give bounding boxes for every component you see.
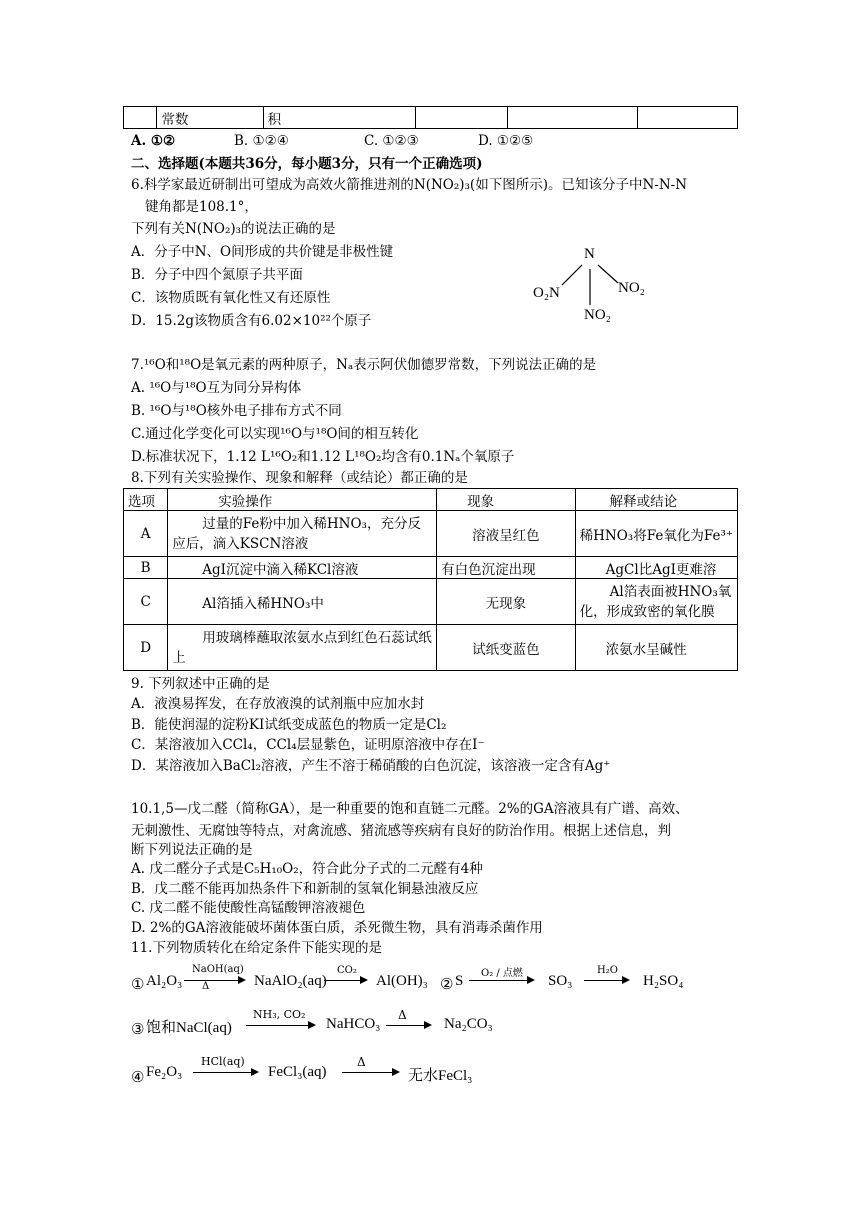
table-cell: AgCl比AgI更难溶 [575,557,737,579]
structure-bonds [540,255,650,315]
table-header: 实验操作 [168,489,437,511]
intermediate: NaHCO₃ [326,1016,381,1032]
q11-stem: 11.下列物质转化在给定条件下能实现的是 [131,940,382,956]
q6-option-c: C．该物质既有氧化性又有还原性 [131,290,331,306]
table-cell: B [124,557,168,579]
reactant: Fe₂O₃ [146,1064,183,1080]
table-header: 现象 [437,489,576,511]
reaction-number: ① [131,977,145,993]
arrow-icon [184,980,244,981]
condition-top: O₂ / 点燃 [481,968,523,979]
top-table-fragment [123,106,738,129]
table-header: 解释或结论 [575,489,737,511]
q6-stem-line3: 下列有关N(NO₂)₃的说法正确的是 [131,221,336,237]
table-header-row [124,489,738,511]
table-cell: 积 [263,107,416,129]
q10-option-c: C. 戊二醛不能使酸性高锰酸钾溶液褪色 [131,900,366,916]
arrow-icon [193,1072,257,1073]
table-cell: Al箔插入稀HNO₃中 [168,579,437,625]
table-cell: 过量的Fe粉中加入稀HNO₃，充分反应后，滴入KSCN溶液 [168,511,437,557]
q5-option-c: C. ①②③ [364,133,419,149]
q8-table [123,488,738,671]
q10-option-b: B．戊二醛不能再加热条件下和新制的氢氧化铜悬浊液反应 [131,881,479,897]
table-cell: C [124,579,168,625]
q9-option-b: B．能使润湿的淀粉KI试纸变成蓝色的物质一定是Cl₂ [131,717,447,733]
q6-stem-line1: 6.科学家最近研制出可望成为高效火箭推进剂的N(NO₂)₃(如下图所示)。已知该分子中N-N-N [131,177,688,193]
table-header: 选项 [124,489,168,511]
product: 无水FeCl₃ [408,1068,473,1084]
table-cell [416,107,508,129]
q9-option-a: A．液溴易挥发，在存放液溴的试剂瓶中应加水封 [131,696,425,712]
condition-top: Δ [398,1008,407,1022]
product: H₂SO₄ [643,973,684,989]
q5-option-b: B. ①②④ [234,133,289,149]
condition-top: Δ [357,1055,366,1069]
intermediate: SO₃ [548,973,573,989]
table-row [124,511,738,557]
arrow-icon [324,980,366,981]
table-cell: A [124,511,168,557]
reactant: Al₂O₃ [146,973,183,989]
arrow-icon [342,1072,398,1073]
arrow-icon [584,980,628,981]
structure-bottom-group: NO₂ [584,307,611,323]
condition-top: CO₂ [337,965,357,976]
q7-option-a: A. ¹⁶O与¹⁸O互为同分异构体 [131,380,302,396]
reaction-number: ④ [131,1070,145,1086]
table-cell [124,107,157,129]
reaction-number: ③ [131,1022,145,1038]
product: Na₂CO₃ [444,1016,493,1032]
table-cell: AgI沉淀中滴入稀KCl溶液 [168,557,437,579]
section-header: 二、选择题(本题共36分，每小题3分，只有一个正确选项) [131,156,483,172]
q5-option-d: D. ①②⑤ [478,133,534,149]
table-cell: 用玻璃棒蘸取浓氨水点到红色石蕊试纸上 [168,625,437,671]
table-cell: 有白色沉淀出现 [437,557,576,579]
reactant: S [455,973,464,989]
table-cell: 浓氨水呈碱性 [575,625,737,671]
q9-stem: 9. 下列叙述中正确的是 [131,676,270,692]
table-cell: D [124,625,168,671]
structure-center-n: N [584,246,595,262]
condition-top: H₂O [597,965,618,976]
q6-stem-line2: 键角都是108.1°， [145,199,258,215]
condition-top: HCl(aq) [201,1055,245,1068]
q5-option-a: A. ①② [131,133,176,149]
q10-stem-line2: 无刺激性、无腐蚀等特点，对禽流感、猪流感等疾病有良好的防治作用。根据上述信息，判 [131,823,671,839]
condition-top: NaOH(aq) [192,964,244,975]
q7-option-b: B. ¹⁶O与¹⁸O核外电子排布方式不同 [131,403,342,419]
arrow-icon [386,1025,430,1026]
q9-option-d: D．某溶液加入BaCl₂溶液，产生不溶于稀硝酸的白色沉淀，该溶液一定含有Ag⁺ [131,758,611,774]
q6-option-d: D．15.2g该物质含有6.02×10²²个原子 [131,313,372,329]
q10-option-a: A. 戊二醛分子式是C₅H₁₀O₂，符合此分子式的二元醛有4种 [131,861,483,877]
structure-right-group: NO₂ [618,280,645,296]
table-cell: 试纸变蓝色 [437,625,576,671]
table-cell: Al箔表面被HNO₃氧化，形成致密的氧化膜 [575,579,737,625]
q10-stem-line1: 10.1,5—戊二醛（简称GA），是一种重要的饱和直链二元醛。2%的GA溶液具有广谱、高效、 [131,801,689,817]
q10-option-d: D. 2%的GA溶液能破坏菌体蛋白质，杀死微生物，具有消毒杀菌作用 [131,920,543,936]
table-cell: 无现象 [437,579,576,625]
table-cell [637,107,737,129]
intermediate: NaAlO₂(aq) [254,973,327,989]
condition-bottom: Δ [202,981,210,992]
table-cell [508,107,637,129]
reactant: 饱和NaCl(aq) [146,1020,232,1036]
intermediate: FeCl₃(aq) [268,1064,327,1080]
q7-stem: 7.¹⁶O和¹⁸O是氧元素的两种原子，Nₐ表示阿伏伽德罗常数，下列说法正确的是 [131,357,597,373]
table-cell: 溶液呈红色 [437,511,576,557]
q6-option-a: A．分子中N、O间形成的共价键是非极性键 [131,244,394,260]
q10-stem-line3: 断下列说法正确的是 [131,842,253,858]
q6-option-b: B．分子中四个氮原子共平面 [131,267,303,283]
product: Al(OH)₃ [376,973,428,989]
table-row [124,579,738,625]
arrow-icon [246,1025,314,1026]
q8-stem: 8.下列有关实验操作、现象和解释（或结论）都正确的是 [131,470,468,486]
table-row [124,625,738,671]
structure-left-group: O₂N [533,285,560,301]
table-row [124,557,738,579]
reaction-number: ② [440,977,454,993]
q9-option-c: C．某溶液加入CCl₄，CCl₄层显紫色，证明原溶液中存在I⁻ [131,737,485,753]
table-cell: 常数 [157,107,263,129]
table-cell: 稀HNO₃将Fe氧化为Fe³⁺ [575,511,737,557]
arrow-icon [469,980,533,981]
condition-top: NH₃, CO₂ [253,1008,306,1021]
q7-option-c: C.通过化学变化可以实现¹⁶O与¹⁸O间的相互转化 [131,426,419,442]
q7-option-d: D.标准状况下，1.12 L¹⁶O₂和1.12 L¹⁸O₂均含有0.1Nₐ个氧原子 [131,449,515,465]
